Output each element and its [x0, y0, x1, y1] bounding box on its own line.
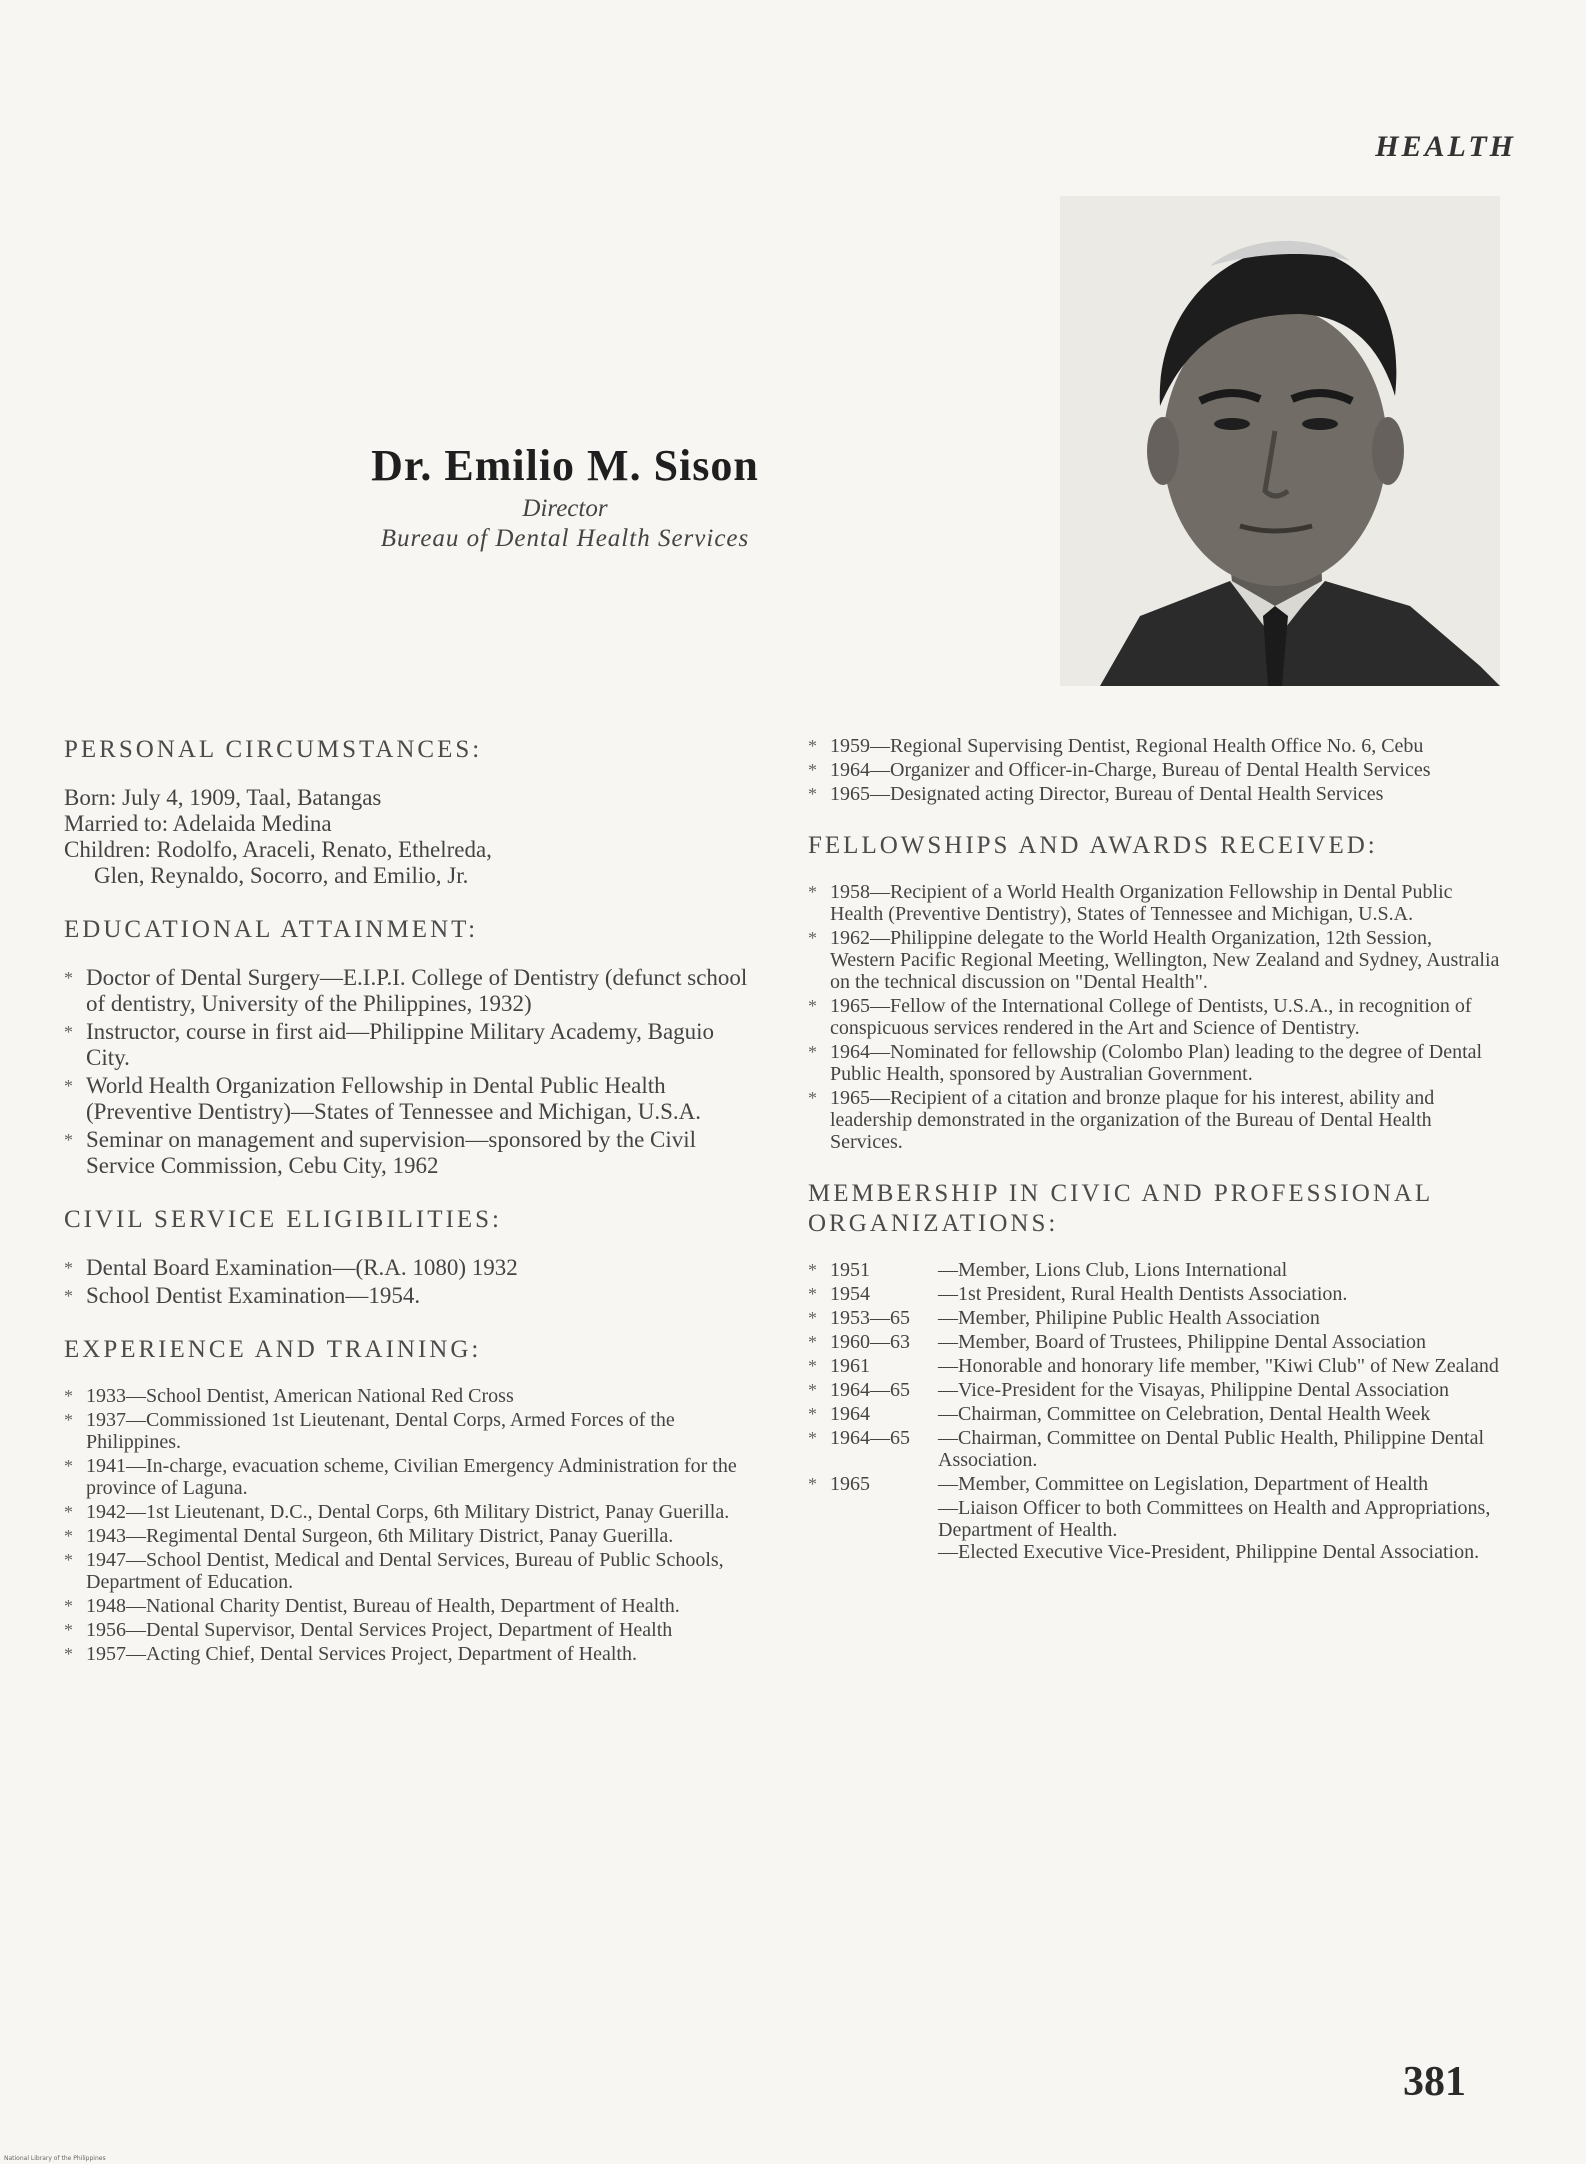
experience-continued	[808, 735, 1500, 805]
membership-text: —Chairman, Committee on Dental Public Health, Philippine Dental Association.	[938, 1427, 1485, 1471]
experience-list-cont	[808, 735, 1500, 805]
civil-service-section	[64, 1205, 754, 1309]
children-line-cont: Glen, Reynaldo, Socorro, and Emilio, Jr.	[94, 863, 469, 888]
membership-year: * 1960—63	[830, 1331, 910, 1353]
personal-section	[64, 735, 754, 889]
fellowships-list	[808, 881, 1500, 1153]
membership-text: —Member, Committee on Legislation, Department of Health	[938, 1473, 1429, 1495]
left-column	[64, 735, 754, 1691]
fellowships-section	[808, 831, 1500, 1153]
portrait-image	[1060, 196, 1500, 686]
civil-service-list	[64, 1255, 754, 1309]
list-item: * 1943—Regimental Dental Surgeon, 6th Military District, Panay Guerilla.	[64, 1525, 754, 1547]
list-item	[808, 1355, 1500, 1377]
list-item	[808, 1307, 1500, 1329]
membership-text: —Member, Lions Club, Lions International	[938, 1259, 1288, 1281]
person-department: Bureau of Dental Health Services	[380, 525, 750, 552]
membership-year: * 1961	[830, 1355, 870, 1377]
list-item: * 1957—Acting Chief, Dental Services Project, Department of Health.	[64, 1643, 754, 1665]
right-column	[808, 735, 1500, 1589]
education-list	[64, 965, 754, 1179]
list-item: * 1965—Fellow of the International College of Dentists, U.S.A., in recognition of conspicuous services rendered in the Art and Science of Dentistry.	[808, 995, 1500, 1039]
list-item: * 1942—1st Lieutenant, D.C., Dental Corps, 6th Military District, Panay Guerilla.	[64, 1501, 754, 1523]
list-item	[808, 1473, 1500, 1495]
membership-year: * 1953—65	[830, 1307, 910, 1329]
membership-text: —1st President, Rural Health Dentists Association.	[938, 1283, 1348, 1305]
title-block	[280, 440, 850, 553]
list-item	[808, 1331, 1500, 1353]
membership-text: —Vice-President for the Visayas, Philippine Dental Association	[938, 1379, 1450, 1401]
membership-text: —Honorable and honorary life member, "Kiwi Club" of New Zealand	[938, 1355, 1499, 1377]
personal-heading: PERSONAL CIRCUMSTANCES:	[64, 736, 483, 763]
membership-continued-line: —Liaison Officer to both Committees on Health and Appropriations, Department of Health.	[938, 1497, 1491, 1541]
children-line: Children: Rodolfo, Araceli, Renato, Ethelreda,	[64, 837, 492, 862]
list-item: * 1933—School Dentist, American National Red Cross	[64, 1385, 754, 1407]
membership-text: —Member, Philipine Public Health Association	[938, 1307, 1320, 1329]
list-item: * World Health Organization Fellowship in Dental Public Health (Preventive Dentistry)—States of Tennessee and Michigan, U.S.A.	[64, 1073, 754, 1125]
list-item: * 1941—In-charge, evacuation scheme, Civilian Emergency Administration for the province of Laguna.	[64, 1455, 754, 1499]
list-item: * 1959—Regional Supervising Dentist, Regional Health Office No. 6, Cebu	[808, 735, 1500, 757]
list-item: * Seminar on management and supervision—sponsored by the Civil Service Commission, Cebu City, 1962	[64, 1127, 754, 1179]
list-item: * 1948—National Charity Dentist, Bureau of Health, Department of Health.	[64, 1595, 754, 1617]
list-item: * School Dentist Examination—1954.	[64, 1283, 754, 1309]
membership-text: —Member, Board of Trustees, Philippine Dental Association	[938, 1331, 1427, 1353]
membership-list	[808, 1259, 1500, 1495]
education-section	[64, 915, 754, 1179]
list-item: * 1937—Commissioned 1st Lieutenant, Dental Corps, Armed Forces of the Philippines.	[64, 1409, 754, 1453]
list-item: * 1964—Nominated for fellowship (Colombo Plan) leading to the degree of Dental Public Health, sponsored by Australian Government.	[808, 1041, 1500, 1085]
membership-year: * 1964—65	[830, 1427, 910, 1449]
membership-year: * 1964—65	[830, 1379, 910, 1401]
list-item	[808, 1379, 1500, 1401]
membership-text: —Chairman, Committee on Celebration, Dental Health Week	[938, 1403, 1431, 1425]
list-item	[808, 1427, 1500, 1471]
born-line: Born: July 4, 1909, Taal, Batangas	[64, 785, 382, 810]
list-item	[808, 1259, 1500, 1281]
fellowships-heading: FELLOWSHIPS AND AWARDS RECEIVED:	[808, 832, 1378, 859]
library-watermark: National Library of the Philippines	[4, 2155, 106, 2162]
education-heading: EDUCATIONAL ATTAINMENT:	[64, 916, 479, 943]
list-item: * 1965—Designated acting Director, Bureau of Dental Health Services	[808, 783, 1500, 805]
experience-heading: EXPERIENCE AND TRAINING:	[64, 1336, 482, 1363]
experience-list	[64, 1385, 754, 1665]
section-tag: HEALTH	[1375, 130, 1516, 163]
list-item: * Doctor of Dental Surgery—E.I.P.I. College of Dentistry (defunct school of dentistry, University of the Philippines, 1932)	[64, 965, 754, 1017]
membership-heading: MEMBERSHIP IN CIVIC AND PROFESSIONAL ORGANIZATIONS:	[808, 1180, 1433, 1237]
list-item: * 1947—School Dentist, Medical and Dental Services, Bureau of Public Schools, Department of Education.	[64, 1549, 754, 1593]
page-number: 381	[1403, 2059, 1466, 2105]
person-role: Director	[522, 495, 608, 522]
list-item: * 1962—Philippine delegate to the World Health Organization, 12th Session, Western Pacific Regional Meeting, Wellington, New Zealand and Sydney, Australia on the technical discussion on "Dental Health".	[808, 927, 1500, 993]
membership-year: * 1964	[830, 1403, 870, 1425]
portrait-photo	[1060, 196, 1500, 686]
list-item: * 1958—Recipient of a World Health Organization Fellowship in Dental Public Health (Preventive Dentistry), States of Tennessee and Michigan, U.S.A.	[808, 881, 1500, 925]
civil-service-heading: CIVIL SERVICE ELIGIBILITIES:	[64, 1206, 502, 1233]
person-name: Dr. Emilio M. Sison	[371, 441, 759, 490]
membership-year: * 1954	[830, 1283, 870, 1305]
list-item: * 1956—Dental Supervisor, Dental Services Project, Department of Health	[64, 1619, 754, 1641]
married-line: Married to: Adelaida Medina	[64, 811, 332, 836]
membership-continued-line: —Elected Executive Vice-President, Philippine Dental Association.	[938, 1541, 1480, 1563]
membership-year: * 1951	[830, 1259, 870, 1281]
list-item: * 1964—Organizer and Officer-in-Charge, Bureau of Dental Health Services	[808, 759, 1500, 781]
list-item: * Dental Board Examination—(R.A. 1080) 1932	[64, 1255, 754, 1281]
membership-year: * 1965	[830, 1473, 870, 1495]
list-item	[808, 1403, 1500, 1425]
list-item	[808, 1283, 1500, 1305]
list-item: * Instructor, course in first aid—Philippine Military Academy, Baguio City.	[64, 1019, 754, 1071]
membership-section	[808, 1179, 1500, 1563]
list-item: * 1965—Recipient of a citation and bronze plaque for his interest, ability and leadership demonstrated in the organization of the Bureau of Dental Health Services.	[808, 1087, 1500, 1153]
experience-section	[64, 1335, 754, 1665]
